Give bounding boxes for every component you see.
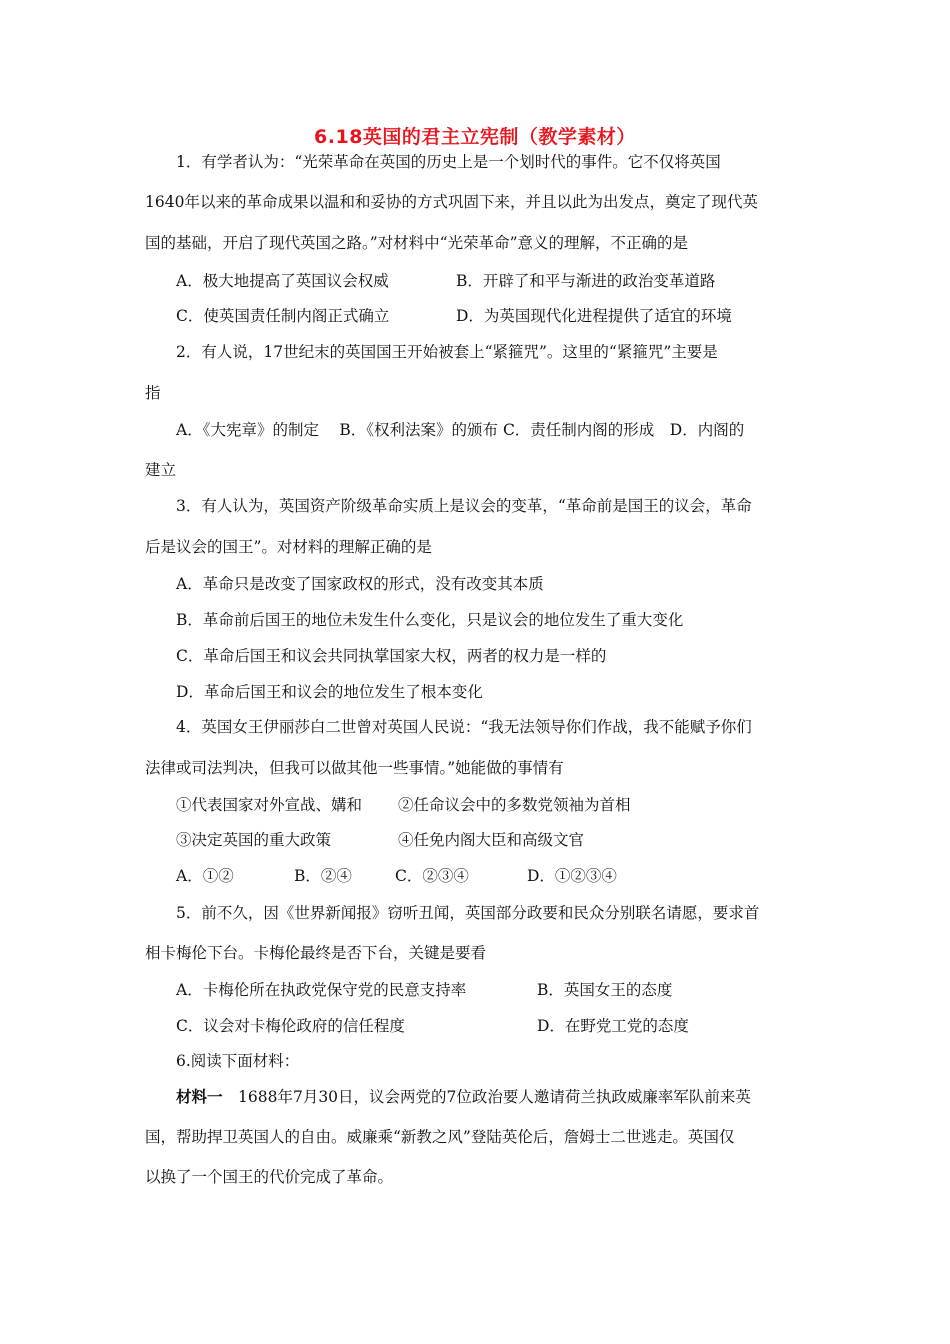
q1-option-d: D．为英国现代化进程提供了适宜的环境 <box>456 307 732 325</box>
q4-line2: 法律或司法判决，但我可以做其他一些事情。”她能做的事情有 <box>145 759 564 777</box>
q1-line3: 国的基础，开启了现代英国之路。”对材料中“光荣革命”意义的理解，不正确的是 <box>145 234 689 252</box>
document-title: 6.18英国的君主立宪制（教学素材） <box>314 126 636 148</box>
q6-material-line1 <box>176 1087 751 1107</box>
q5-option-a: A．卡梅伦所在执政党保守党的民意支持率 <box>176 981 467 999</box>
material-label: 材料一 <box>176 1087 223 1106</box>
q3-option-b: B．革命前后国王的地位未发生什么变化，只是议会的地位发生了重大变化 <box>176 611 684 629</box>
q3-line2: 后是议会的国王”。对材料的理解正确的是 <box>145 538 432 556</box>
q1-option-b: B．开辟了和平与渐进的政治变革道路 <box>456 272 716 290</box>
q4-item-1: ①代表国家对外宣战、媾和 <box>176 796 363 814</box>
q6-material-line3: 以换了一个国王的代价完成了革命。 <box>145 1168 394 1186</box>
q2-line2: 指 <box>145 384 161 402</box>
q4-item-4: ④任免内阁大臣和高级文官 <box>398 831 585 849</box>
q5-option-c: C．议会对卡梅伦政府的信任程度 <box>176 1017 405 1035</box>
q4-line1: 4．英国女王伊丽莎白二世曾对英国人民说：“我无法领导你们作战，我不能赋予你们 <box>176 718 752 736</box>
q6-material-line2: 国，帮助捍卫英国人的自由。威廉乘“新教之风”登陆英伦后，詹姆士二世逃走。英国仅 <box>145 1128 735 1146</box>
q1-option-c: C．使英国责任制内阁正式确立 <box>176 307 390 325</box>
q1-option-a: A．极大地提高了英国议会权威 <box>176 272 389 290</box>
q2-options-cont: 建立 <box>145 461 177 479</box>
q5-line2: 相卡梅伦下台。卡梅伦最终是否下台，关键是要看 <box>145 944 487 962</box>
q3-option-d: D．革命后国王和议会的地位发生了根本变化 <box>176 683 483 701</box>
q6-line1: 6.阅读下面材料： <box>176 1052 300 1070</box>
q5-line1: 5．前不久，因《世界新闻报》窃听丑闻，英国部分政要和民众分别联名请愿，要求首 <box>176 904 760 922</box>
q3-option-c: C．革命后国王和议会共同执掌国家大权，两者的权力是一样的 <box>176 647 607 665</box>
material-text-1: 1688年7月30日，议会两党的7位政治要人邀请荷兰执政威廉率军队前来英 <box>222 1088 751 1106</box>
q1-line2: 1640年以来的革命成果以温和和妥协的方式巩固下来，并且以此为出发点，奠定了现代英 <box>145 193 758 211</box>
q4-item-3: ③决定英国的重大政策 <box>176 831 332 849</box>
q5-option-d: D．在野党工党的态度 <box>537 1017 689 1035</box>
q4-option-c: C．②③④ <box>395 867 469 885</box>
q2-line1: 2．有人说，17世纪末的英国国王开始被套上“紧箍咒”。这里的“紧箍咒”主要是 <box>176 343 718 361</box>
q4-item-2: ②任命议会中的多数党领袖为首相 <box>398 796 631 814</box>
q4-option-b: B．②④ <box>294 867 352 885</box>
q5-option-b: B．英国女王的态度 <box>537 981 673 999</box>
q2-options: A．《大宪章》的制定 B．《权利法案》的颁布 C．责任制内阁的形成 D．内阁的 <box>176 421 745 439</box>
q4-option-a: A．①② <box>176 867 234 885</box>
q1-line1: 1．有学者认为：“光荣革命在英国的历史上是一个划时代的事件。它不仅将英国 <box>176 153 721 171</box>
q3-line1: 3．有人认为，英国资产阶级革命实质上是议会的变革，“革命前是国王的议会，革命 <box>176 497 752 515</box>
q4-option-d: D．①②③④ <box>527 867 617 885</box>
q3-option-a: A．革命只是改变了国家政权的形式，没有改变其本质 <box>176 575 544 593</box>
